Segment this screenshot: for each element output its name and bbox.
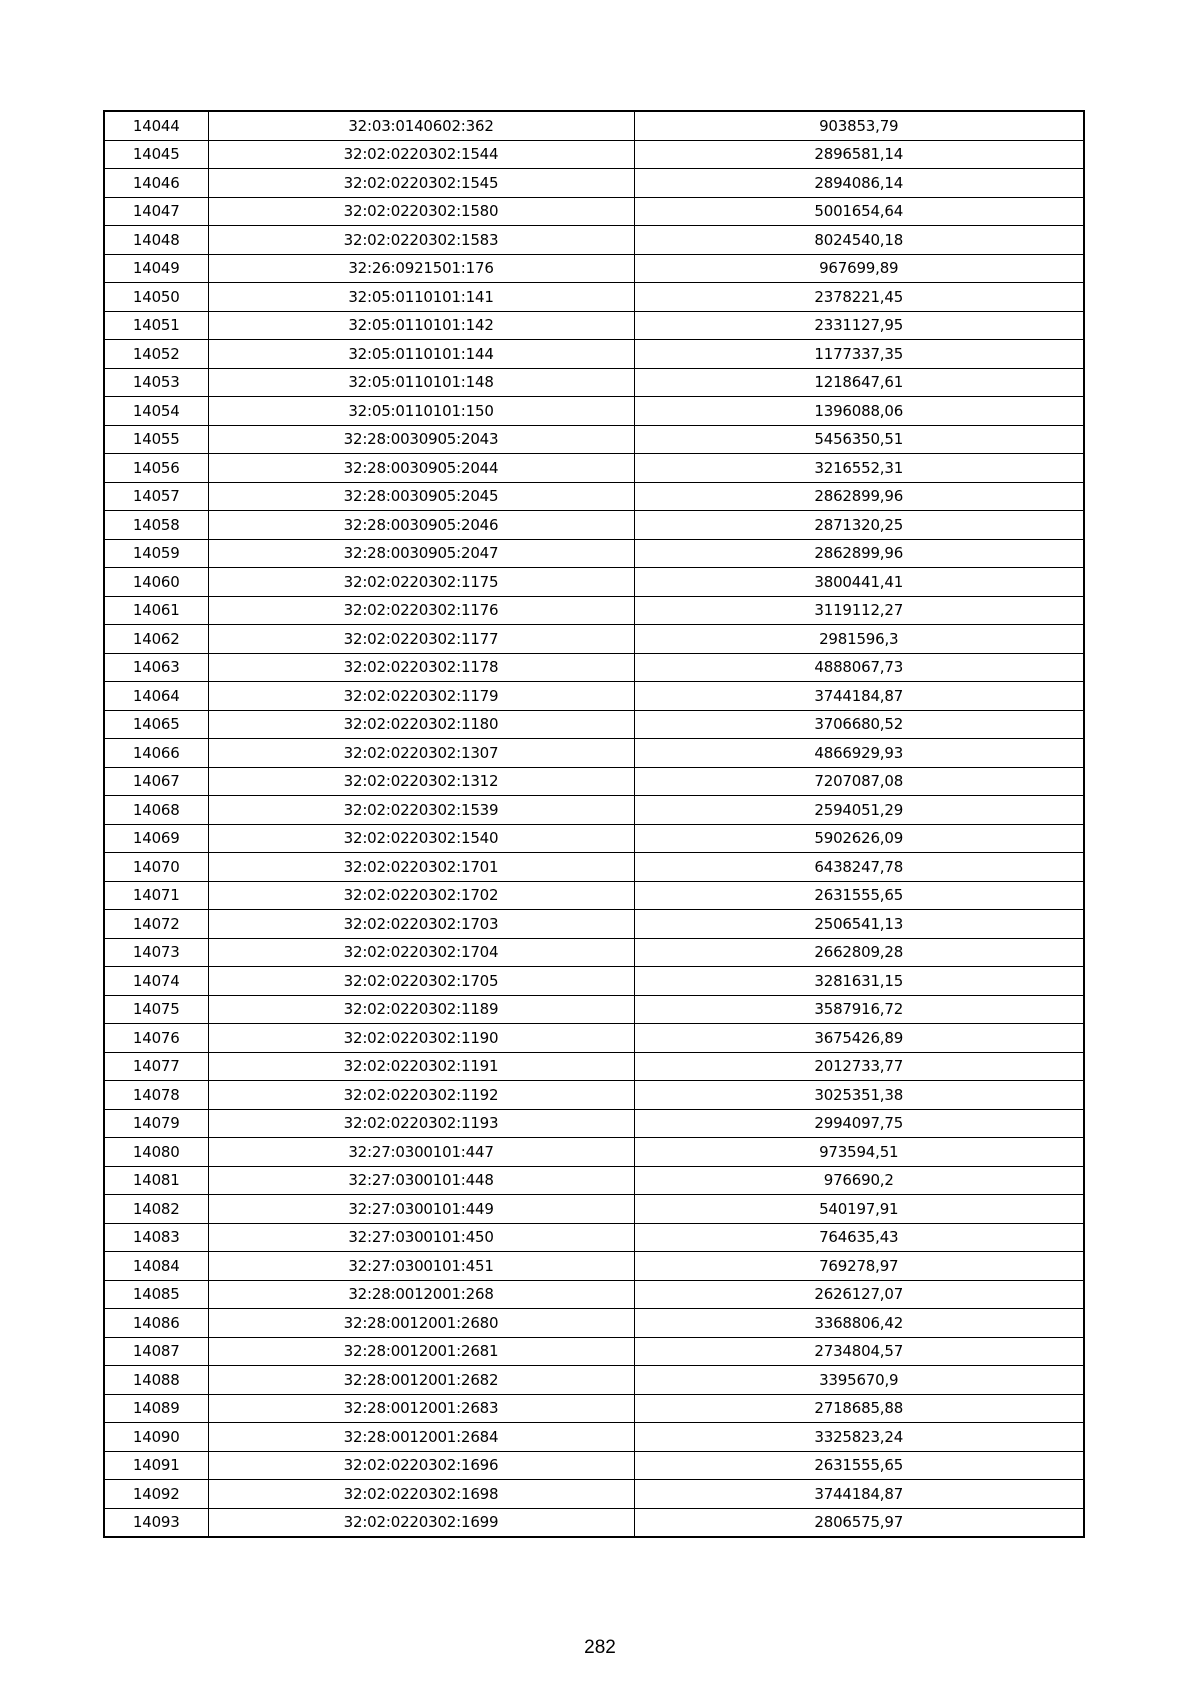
value-cell: 4888067,73	[634, 653, 1084, 682]
table-row	[104, 1508, 1084, 1537]
value-cell: 5902626,09	[634, 824, 1084, 853]
cadastral-number-cell: 32:27:0300101:449	[208, 1195, 634, 1224]
table-row	[104, 1309, 1084, 1338]
row-number-cell: 14055	[104, 425, 208, 454]
table-row	[104, 1166, 1084, 1195]
cadastral-number-cell: 32:02:0220302:1307	[208, 739, 634, 768]
value-cell: 2862899,96	[634, 482, 1084, 511]
row-number-cell: 14092	[104, 1480, 208, 1509]
table-row	[104, 995, 1084, 1024]
value-cell: 2718685,88	[634, 1394, 1084, 1423]
cadastral-number-cell: 32:02:0220302:1696	[208, 1451, 634, 1480]
row-number-cell: 14056	[104, 454, 208, 483]
value-cell: 976690,2	[634, 1166, 1084, 1195]
cadastral-number-cell: 32:27:0300101:447	[208, 1138, 634, 1167]
cadastral-number-cell: 32:02:0220302:1583	[208, 226, 634, 255]
value-cell: 903853,79	[634, 111, 1084, 140]
table-row	[104, 767, 1084, 796]
value-cell: 2594051,29	[634, 796, 1084, 825]
cadastral-number-cell: 32:02:0220302:1189	[208, 995, 634, 1024]
value-cell: 7207087,08	[634, 767, 1084, 796]
row-number-cell: 14071	[104, 881, 208, 910]
value-cell: 2626127,07	[634, 1280, 1084, 1309]
table-row	[104, 1366, 1084, 1395]
value-cell: 2806575,97	[634, 1508, 1084, 1537]
value-cell: 3325823,24	[634, 1423, 1084, 1452]
value-cell: 2378221,45	[634, 283, 1084, 312]
cadastral-number-cell: 32:02:0220302:1193	[208, 1109, 634, 1138]
table-row	[104, 1081, 1084, 1110]
row-number-cell: 14054	[104, 397, 208, 426]
table-row	[104, 568, 1084, 597]
table-row	[104, 853, 1084, 882]
row-number-cell: 14047	[104, 197, 208, 226]
table-row	[104, 511, 1084, 540]
row-number-cell: 14080	[104, 1138, 208, 1167]
row-number-cell: 14068	[104, 796, 208, 825]
table-row	[104, 824, 1084, 853]
cadastral-number-cell: 32:02:0220302:1539	[208, 796, 634, 825]
cadastral-number-cell: 32:02:0220302:1177	[208, 625, 634, 654]
value-cell: 2631555,65	[634, 881, 1084, 910]
value-cell: 1396088,06	[634, 397, 1084, 426]
cadastral-number-cell: 32:02:0220302:1190	[208, 1024, 634, 1053]
value-cell: 3025351,38	[634, 1081, 1084, 1110]
value-cell: 5456350,51	[634, 425, 1084, 454]
cadastral-number-cell: 32:28:0030905:2044	[208, 454, 634, 483]
table-row	[104, 967, 1084, 996]
table-row	[104, 625, 1084, 654]
row-number-cell: 14067	[104, 767, 208, 796]
table-row	[104, 111, 1084, 140]
cadastral-number-cell: 32:28:0030905:2047	[208, 539, 634, 568]
cadastral-number-cell: 32:02:0220302:1545	[208, 169, 634, 198]
cadastral-number-cell: 32:02:0220302:1544	[208, 140, 634, 169]
table-row	[104, 910, 1084, 939]
value-cell: 3587916,72	[634, 995, 1084, 1024]
table-row	[104, 197, 1084, 226]
row-number-cell: 14084	[104, 1252, 208, 1281]
table-row	[104, 368, 1084, 397]
table-row	[104, 1394, 1084, 1423]
row-number-cell: 14065	[104, 710, 208, 739]
value-cell: 967699,89	[634, 254, 1084, 283]
value-cell: 3744184,87	[634, 1480, 1084, 1509]
row-number-cell: 14058	[104, 511, 208, 540]
table-row	[104, 881, 1084, 910]
value-cell: 769278,97	[634, 1252, 1084, 1281]
cadastral-number-cell: 32:28:0012001:2684	[208, 1423, 634, 1452]
row-number-cell: 14062	[104, 625, 208, 654]
table-row	[104, 397, 1084, 426]
row-number-cell: 14088	[104, 1366, 208, 1395]
table-row	[104, 283, 1084, 312]
table-row	[104, 254, 1084, 283]
table-row	[104, 454, 1084, 483]
value-cell: 540197,91	[634, 1195, 1084, 1224]
table-row	[104, 140, 1084, 169]
value-cell: 8024540,18	[634, 226, 1084, 255]
value-cell: 2734804,57	[634, 1337, 1084, 1366]
value-cell: 2662809,28	[634, 938, 1084, 967]
table-row	[104, 425, 1084, 454]
value-cell: 3216552,31	[634, 454, 1084, 483]
row-number-cell: 14074	[104, 967, 208, 996]
cadastral-number-cell: 32:28:0012001:2682	[208, 1366, 634, 1395]
value-cell: 5001654,64	[634, 197, 1084, 226]
table-row	[104, 739, 1084, 768]
value-cell: 2862899,96	[634, 539, 1084, 568]
table-row	[104, 596, 1084, 625]
table-row	[104, 539, 1084, 568]
row-number-cell: 14073	[104, 938, 208, 967]
cadastral-number-cell: 32:03:0140602:362	[208, 111, 634, 140]
cadastral-number-cell: 32:05:0110101:148	[208, 368, 634, 397]
row-number-cell: 14072	[104, 910, 208, 939]
row-number-cell: 14051	[104, 311, 208, 340]
row-number-cell: 14091	[104, 1451, 208, 1480]
row-number-cell: 14066	[104, 739, 208, 768]
row-number-cell: 14078	[104, 1081, 208, 1110]
value-cell: 1218647,61	[634, 368, 1084, 397]
page-number: 282	[584, 1637, 616, 1658]
table-row	[104, 1252, 1084, 1281]
table-row	[104, 653, 1084, 682]
table-row	[104, 1024, 1084, 1053]
cadastral-number-cell: 32:28:0012001:2681	[208, 1337, 634, 1366]
value-cell: 2981596,3	[634, 625, 1084, 654]
table-row	[104, 340, 1084, 369]
cadastral-number-cell: 32:02:0220302:1180	[208, 710, 634, 739]
cadastral-number-cell: 32:27:0300101:451	[208, 1252, 634, 1281]
row-number-cell: 14069	[104, 824, 208, 853]
row-number-cell: 14081	[104, 1166, 208, 1195]
cadastral-number-cell: 32:02:0220302:1179	[208, 682, 634, 711]
value-cell: 4866929,93	[634, 739, 1084, 768]
cadastral-number-cell: 32:05:0110101:150	[208, 397, 634, 426]
row-number-cell: 14044	[104, 111, 208, 140]
cadastral-number-cell: 32:02:0220302:1175	[208, 568, 634, 597]
row-number-cell: 14086	[104, 1309, 208, 1338]
cadastral-number-cell: 32:02:0220302:1702	[208, 881, 634, 910]
table-row	[104, 311, 1084, 340]
value-cell: 3395670,9	[634, 1366, 1084, 1395]
value-cell: 2894086,14	[634, 169, 1084, 198]
row-number-cell: 14048	[104, 226, 208, 255]
row-number-cell: 14049	[104, 254, 208, 283]
cadastral-number-cell: 32:02:0220302:1704	[208, 938, 634, 967]
cadastral-number-cell: 32:02:0220302:1705	[208, 967, 634, 996]
value-cell: 3368806,42	[634, 1309, 1084, 1338]
cadastral-number-cell: 32:28:0030905:2045	[208, 482, 634, 511]
row-number-cell: 14060	[104, 568, 208, 597]
value-cell: 1177337,35	[634, 340, 1084, 369]
row-number-cell: 14059	[104, 539, 208, 568]
value-cell: 3675426,89	[634, 1024, 1084, 1053]
cadastral-value-table	[103, 110, 1085, 1538]
row-number-cell: 14085	[104, 1280, 208, 1309]
row-number-cell: 14079	[104, 1109, 208, 1138]
row-number-cell: 14090	[104, 1423, 208, 1452]
cadastral-number-cell: 32:27:0300101:450	[208, 1223, 634, 1252]
value-cell: 2331127,95	[634, 311, 1084, 340]
cadastral-number-cell: 32:02:0220302:1540	[208, 824, 634, 853]
row-number-cell: 14061	[104, 596, 208, 625]
row-number-cell: 14077	[104, 1052, 208, 1081]
cadastral-number-cell: 32:02:0220302:1701	[208, 853, 634, 882]
cadastral-number-cell: 32:02:0220302:1176	[208, 596, 634, 625]
row-number-cell: 14087	[104, 1337, 208, 1366]
table-row	[104, 169, 1084, 198]
value-cell: 973594,51	[634, 1138, 1084, 1167]
table-row	[104, 1337, 1084, 1366]
row-number-cell: 14089	[104, 1394, 208, 1423]
row-number-cell: 14053	[104, 368, 208, 397]
table-row	[104, 226, 1084, 255]
table-row	[104, 796, 1084, 825]
row-number-cell: 14082	[104, 1195, 208, 1224]
row-number-cell: 14063	[104, 653, 208, 682]
value-cell: 2871320,25	[634, 511, 1084, 540]
table-row	[104, 482, 1084, 511]
value-cell: 3744184,87	[634, 682, 1084, 711]
table-row	[104, 1109, 1084, 1138]
value-cell: 2631555,65	[634, 1451, 1084, 1480]
table-row	[104, 1280, 1084, 1309]
value-cell: 2506541,13	[634, 910, 1084, 939]
value-cell: 3281631,15	[634, 967, 1084, 996]
table-row	[104, 1195, 1084, 1224]
table-row	[104, 938, 1084, 967]
row-number-cell: 14070	[104, 853, 208, 882]
cadastral-number-cell: 32:28:0012001:268	[208, 1280, 634, 1309]
table-row	[104, 1223, 1084, 1252]
cadastral-number-cell: 32:28:0012001:2680	[208, 1309, 634, 1338]
table-row	[104, 1451, 1084, 1480]
table-row	[104, 1480, 1084, 1509]
row-number-cell: 14045	[104, 140, 208, 169]
cadastral-number-cell: 32:02:0220302:1178	[208, 653, 634, 682]
cadastral-number-cell: 32:02:0220302:1312	[208, 767, 634, 796]
table-row	[104, 682, 1084, 711]
value-cell: 2896581,14	[634, 140, 1084, 169]
cadastral-number-cell: 32:28:0030905:2046	[208, 511, 634, 540]
value-cell: 764635,43	[634, 1223, 1084, 1252]
cadastral-number-cell: 32:02:0220302:1703	[208, 910, 634, 939]
row-number-cell: 14075	[104, 995, 208, 1024]
cadastral-number-cell: 32:02:0220302:1192	[208, 1081, 634, 1110]
table-body	[104, 111, 1084, 1537]
cadastral-number-cell: 32:02:0220302:1191	[208, 1052, 634, 1081]
row-number-cell: 14052	[104, 340, 208, 369]
cadastral-number-cell: 32:26:0921501:176	[208, 254, 634, 283]
cadastral-number-cell: 32:02:0220302:1580	[208, 197, 634, 226]
cadastral-number-cell: 32:02:0220302:1698	[208, 1480, 634, 1509]
value-cell: 3119112,27	[634, 596, 1084, 625]
cadastral-number-cell: 32:05:0110101:144	[208, 340, 634, 369]
table-row	[104, 710, 1084, 739]
cadastral-number-cell: 32:05:0110101:141	[208, 283, 634, 312]
cadastral-number-cell: 32:28:0030905:2043	[208, 425, 634, 454]
value-cell: 2994097,75	[634, 1109, 1084, 1138]
row-number-cell: 14064	[104, 682, 208, 711]
row-number-cell: 14046	[104, 169, 208, 198]
value-cell: 3706680,52	[634, 710, 1084, 739]
row-number-cell: 14076	[104, 1024, 208, 1053]
table-row	[104, 1052, 1084, 1081]
value-cell: 6438247,78	[634, 853, 1084, 882]
value-cell: 2012733,77	[634, 1052, 1084, 1081]
row-number-cell: 14057	[104, 482, 208, 511]
cadastral-number-cell: 32:27:0300101:448	[208, 1166, 634, 1195]
cadastral-number-cell: 32:28:0012001:2683	[208, 1394, 634, 1423]
row-number-cell: 14083	[104, 1223, 208, 1252]
row-number-cell: 14050	[104, 283, 208, 312]
table-row	[104, 1138, 1084, 1167]
cadastral-number-cell: 32:05:0110101:142	[208, 311, 634, 340]
value-cell: 3800441,41	[634, 568, 1084, 597]
row-number-cell: 14093	[104, 1508, 208, 1537]
table-row	[104, 1423, 1084, 1452]
cadastral-number-cell: 32:02:0220302:1699	[208, 1508, 634, 1537]
